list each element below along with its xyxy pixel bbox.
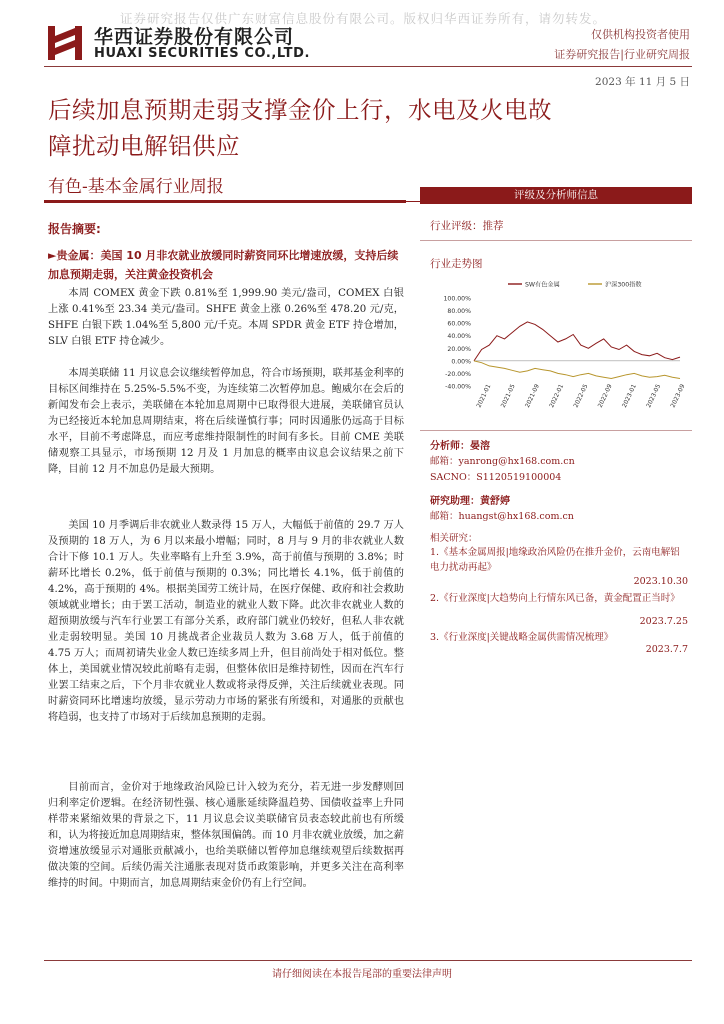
x-tick-label: 2021-05 (499, 383, 517, 409)
footer-divider (44, 960, 692, 961)
summary-heading: 报告摘要: (48, 222, 101, 236)
header-divider (44, 66, 692, 67)
summary-paragraph-2: 本周美联储 11 月议息会议继续暂停加息，符合市场预期，联邦基金利率的目标区间维持在 5.25%-5.5%不变，为连续第二次暂停加息。鲍威尔在会后的新闻发布会上表示，美联储在本轮加息周期中已取得很大进展，美联储官员认为已经接近本轮加息周期结束，将在后续谨慎行事；同时因通胀仍远高于目标水平，目前不考虑降息，而应考虑维持限制性的时间有多长。目前 CME 美联储观察工具显示，市场预期 12 月及 1 月加息的概率由议息会议结果之前下降，目前 12 月不加息仍是最大预期。 (48, 368, 404, 475)
legend-label: 沪深300指数 (605, 281, 642, 289)
analyst-heading: 分析师：晏溶 (430, 441, 490, 452)
trend-chart-label: 行业走势图 (430, 258, 483, 270)
related-item-1-date: 2023.10.30 (633, 576, 688, 587)
legend-label: SW有色金属 (525, 281, 560, 289)
rating-info-bar: 评级及分析师信息 (420, 187, 692, 204)
report-date: 2023 年 11 月 5 日 (595, 76, 690, 88)
title-line-1: 后续加息预期走弱支撑金价上行，水电及火电故 (48, 96, 552, 124)
industry-trend-chart (430, 276, 688, 416)
title-line-2: 障扰动电解铝供应 (48, 132, 240, 160)
related-item-2[interactable]: 2.《行业深度|大趋势向上行情东风已备，黄金配置正当时》 (430, 593, 680, 604)
report-subtitle: 有色-基本金属行业周报 (48, 177, 224, 197)
y-tick-label: 60.00% (447, 320, 471, 328)
analyst-email[interactable]: 邮箱：yanrong@hx168.com.cn (430, 456, 575, 467)
related-item-3[interactable]: 3.《行业深度|关键战略金属供需情况梳理》 (430, 632, 614, 643)
industry-rating: 行业评级：推荐 (430, 220, 504, 232)
x-tick-label: 2021-01 (475, 383, 493, 409)
y-tick-label: 100.00% (443, 295, 471, 303)
y-tick-label: 40.00% (447, 333, 471, 341)
x-tick-label: 2021-09 (523, 383, 541, 409)
report-type: 证券研究报告|行业研究周报 (554, 48, 690, 61)
y-tick-label: 20.00% (447, 345, 471, 353)
chart-divider (420, 430, 692, 431)
company-name-cn: 华西证券股份有限公司 (94, 26, 295, 48)
analyst-sac-number: SACNO：S1120519100004 (430, 472, 562, 483)
summary-paragraph-4: 目前而言，金价对于地缘政治风险已计入较为充分，若无进一步发酵则回归利率定价逻辑。在经济韧性强、核心通胀延续降温趋势、国债收益率上升同样带来紧缩效果的背景之下，11 月议息会议美联储官员表态较此前也有所缓和，认为将接近加息周期结束，整体氛围偏鸽。而 10 月非农就业放缓，加之薪资增速放缓显示对通胀贡献减小，也给美联储以暂停加息继续观望后续数据再做决策的空间。后续仍需关注通胀表现对货币政策影响，并更多关注在高利率维持的时间。中期而言，加息周期结束金价仍有上行空间。 (48, 782, 404, 889)
x-tick-label: 2022-05 (572, 383, 590, 409)
company-name-en: HUAXI SECURITIES CO.,LTD. (94, 46, 311, 61)
x-tick-label: 2023-05 (645, 383, 663, 409)
summary-paragraph-3: 美国 10 月季调后非农就业人数录得 15 万人，大幅低于前值的 29.7 万人及预期的 18 万人，为 6 月以来最小增幅；同时，8 月与 9 月的非农就业人数合计下修 10.1 万人。失业率略有上升至 3.9%，高于前值与预期的 3.8%；时薪环比增长 0.2%，低于前值与预期的 0.3%；同比增长 4.1%，低于前值的 4.2%，高于预期的 4%。根据美国劳工统计局，在医疗保健、政府和社会救助领域就业增长；由于罢工活动，制造业的就业人数下降。此次非农就业人数的超预期放缓与汽车行业罢工有部分关系，政府部门就业仍较好，但私人非农就业走弱较明显。美国 10 月挑战者企业裁员人数为 3.68 万人，低于前值的 4.75 万人；而周初请失业金人数已连续多周上升，但目前尚处于相对低位。整体上，美国就业情况较此前略有走弱，但整体依旧是维持韧性，因而在汽车行业罢工结束之后，下个月非农就业人数或将录得反弹，关注后续就业表现。同时薪资同环比增速均放缓，显示劳动力市场的紧张有所缓和，对通胀的贡献也将趋弱，也支持了市场对于后续加息预期的走弱。 (48, 520, 404, 723)
report-title (48, 92, 688, 164)
rating-divider (420, 240, 692, 241)
x-tick-label: 2022-09 (596, 383, 614, 409)
y-tick-label: -40.00% (445, 383, 471, 391)
x-tick-label: 2023-01 (620, 383, 638, 409)
huaxi-logo-icon (46, 22, 84, 62)
series-line-1 (474, 322, 680, 361)
watermark-text: 证券研究报告仅供广东财富信息股份有限公司。版权归华西证券所有，请勿转发。 (120, 11, 607, 26)
related-item-2-date: 2023.7.25 (639, 616, 688, 627)
x-tick-label: 2022-01 (548, 383, 566, 409)
related-research-heading: 相关研究： (430, 533, 478, 544)
audience-note: 仅供机构投资者使用 (591, 28, 690, 41)
y-tick-label: 0.00% (451, 358, 471, 366)
series-line-2 (474, 361, 680, 379)
y-tick-label: 80.00% (447, 308, 471, 316)
precious-metals-headline: ►贵金属：美国 10 月非农就业放缓同时薪资同环比增速放缓，支持后续加息预期走弱，关注黄金投资机会 (48, 249, 399, 281)
summary-paragraph-1: 本周 COMEX 黄金下跌 0.81%至 1,999.90 美元/盎司，COMEX 白银上涨 0.41%至 23.34 美元/盎司。SHFE 黄金上涨 0.26%至 478.20 元/克，SHFE 白银下跌 1.04%至 5,800 元/千克。本周 SPDR 黄金 ETF 持仓增加，SLV 白银 ETF 持仓减少。 (48, 288, 404, 347)
related-item-1[interactable]: 1.《基本金属周报|地缘政治风险仍在推升金价，云南电解铝电力扰动再起》 (430, 547, 680, 573)
assistant-heading: 研究助理：黄舒婷 (430, 496, 510, 507)
assistant-email[interactable]: 邮箱：huangst@hx168.com.cn (430, 511, 574, 522)
y-tick-label: -20.00% (445, 370, 471, 378)
x-tick-label: 2023-09 (669, 383, 687, 409)
related-item-3-date: 2023.7.7 (645, 644, 688, 655)
subtitle-underline (44, 200, 406, 203)
legal-notice-footer[interactable]: 请仔细阅读在本报告尾部的重要法律声明 (272, 969, 452, 980)
